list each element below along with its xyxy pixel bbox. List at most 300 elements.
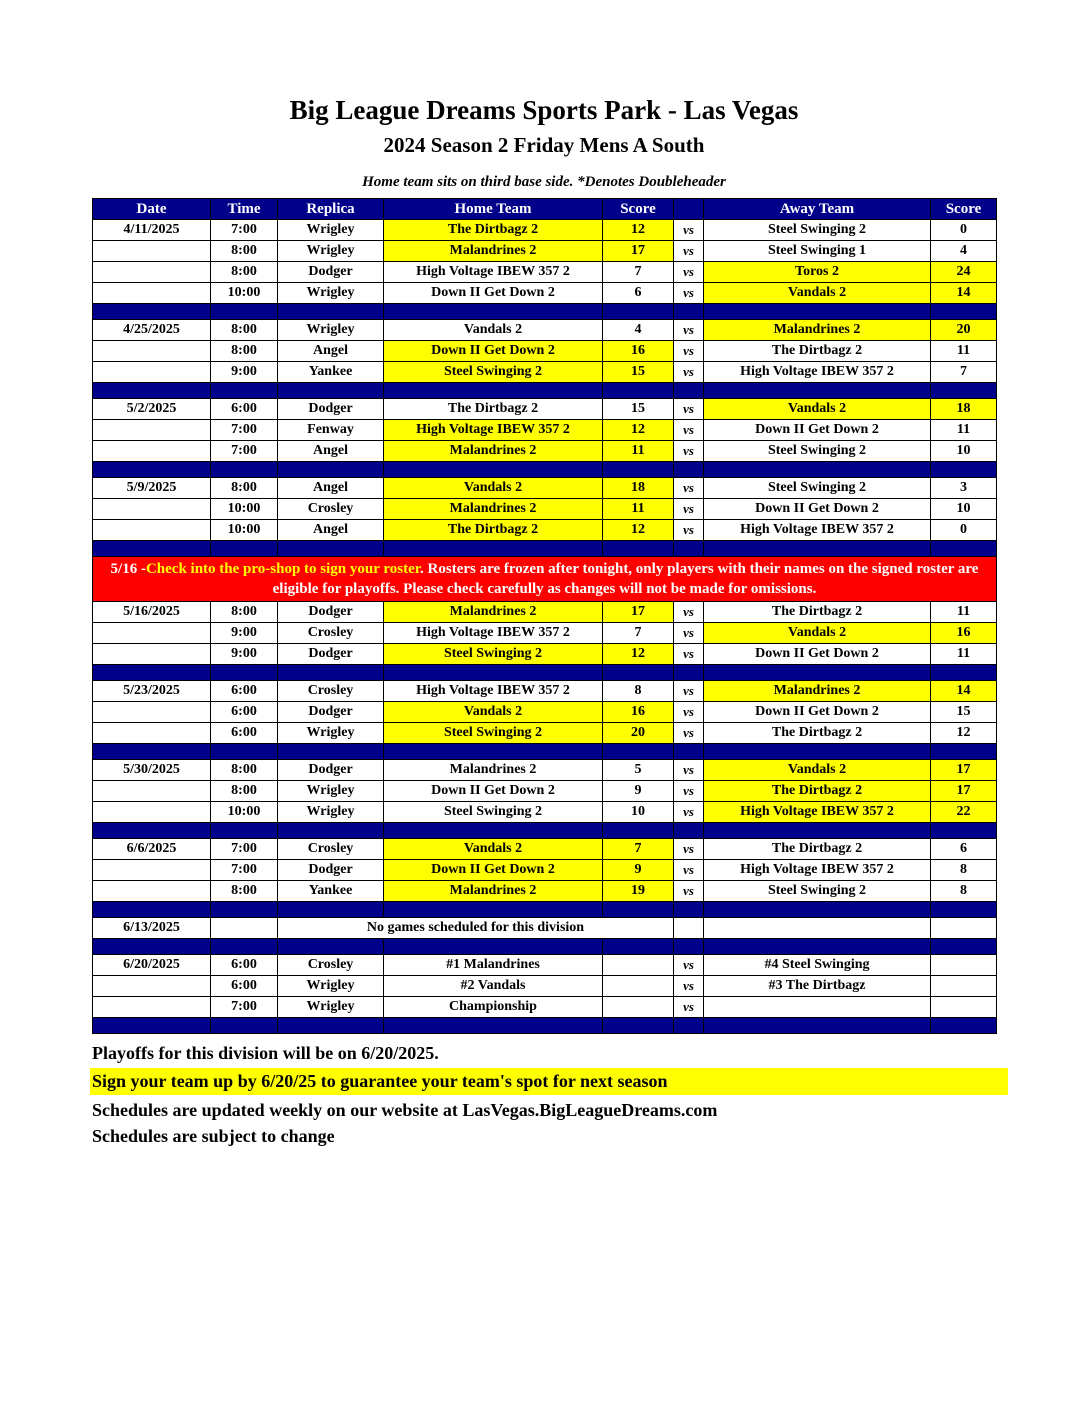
time-cell: 9:00: [211, 644, 278, 665]
home-score-cell: [603, 997, 674, 1018]
separator-cell: [278, 383, 384, 399]
time-cell: 7:00: [211, 220, 278, 241]
column-header-row: [93, 199, 997, 220]
date-cell: [93, 781, 211, 802]
column-header-date: Date: [93, 199, 211, 220]
game-row: [93, 976, 997, 997]
separator-cell: [931, 744, 997, 760]
home-team-cell: Steel Swinging 2: [384, 644, 603, 665]
away-team-cell: Down II Get Down 2: [704, 644, 931, 665]
separator-row: [93, 304, 997, 320]
vs-cell: vs: [674, 478, 704, 499]
no-games-cell: No games scheduled for this division: [278, 918, 674, 939]
separator-cell: [278, 744, 384, 760]
home-score-cell: 7: [603, 623, 674, 644]
separator-cell: [704, 462, 931, 478]
home-team-cell: Malandrines 2: [384, 602, 603, 623]
home-score-cell: 10: [603, 802, 674, 823]
separator-row: [93, 665, 997, 681]
home-score-cell: 18: [603, 478, 674, 499]
date-cell: 6/13/2025: [93, 918, 211, 939]
home-team-cell: Vandals 2: [384, 702, 603, 723]
separator-cell: [211, 665, 278, 681]
separator-cell: [93, 744, 211, 760]
separator-cell: [211, 902, 278, 918]
away-score-cell: 14: [931, 681, 997, 702]
away-team-cell: The Dirtbagz 2: [704, 602, 931, 623]
home-team-cell: Down II Get Down 2: [384, 781, 603, 802]
home-score-cell: 17: [603, 241, 674, 262]
time-cell: 9:00: [211, 362, 278, 383]
away-team-cell: The Dirtbagz 2: [704, 781, 931, 802]
vs-cell: vs: [674, 976, 704, 997]
no-games-row: [93, 918, 997, 939]
separator-cell: [211, 939, 278, 955]
separator-cell: [93, 939, 211, 955]
home-score-cell: [603, 976, 674, 997]
separator-cell: [704, 902, 931, 918]
game-row: [93, 681, 997, 702]
home-score-cell: 7: [603, 262, 674, 283]
replica-cell: Dodger: [278, 602, 384, 623]
home-score-cell: 15: [603, 399, 674, 420]
away-score-cell: 17: [931, 781, 997, 802]
separator-cell: [931, 1018, 997, 1034]
date-cell: [93, 520, 211, 541]
away-team-cell: High Voltage IBEW 357 2: [704, 860, 931, 881]
separator-cell: [278, 823, 384, 839]
separator-cell: [674, 823, 704, 839]
home-score-cell: 12: [603, 420, 674, 441]
away-score-cell: 0: [931, 220, 997, 241]
time-cell: 9:00: [211, 623, 278, 644]
column-header-vs: [674, 199, 704, 220]
away-team-cell: Malandrines 2: [704, 320, 931, 341]
vs-cell: vs: [674, 602, 704, 623]
home-team-cell: Malandrines 2: [384, 441, 603, 462]
separator-cell: [384, 541, 603, 557]
away-team-cell: Malandrines 2: [704, 681, 931, 702]
date-cell: [93, 881, 211, 902]
separator-cell: [93, 665, 211, 681]
away-team-cell: High Voltage IBEW 357 2: [704, 520, 931, 541]
separator-cell: [603, 541, 674, 557]
game-row: [93, 241, 997, 262]
time-cell: 7:00: [211, 441, 278, 462]
date-cell: [93, 802, 211, 823]
separator-cell: [931, 383, 997, 399]
separator-cell: [211, 744, 278, 760]
separator-cell: [93, 383, 211, 399]
separator-row: [93, 902, 997, 918]
vs-cell: vs: [674, 399, 704, 420]
away-team-cell: [704, 997, 931, 1018]
away-score-cell: 10: [931, 499, 997, 520]
separator-cell: [704, 304, 931, 320]
away-team-cell: Toros 2: [704, 262, 931, 283]
home-team-cell: #2 Vandals: [384, 976, 603, 997]
game-row: [93, 602, 997, 623]
away-score-cell: 11: [931, 602, 997, 623]
home-score-cell: 12: [603, 520, 674, 541]
vs-cell: [674, 918, 704, 939]
column-header-away-score: Score: [931, 199, 997, 220]
separator-row: [93, 1018, 997, 1034]
game-row: [93, 283, 997, 304]
separator-cell: [674, 462, 704, 478]
vs-cell: vs: [674, 702, 704, 723]
away-team-cell: Steel Swinging 2: [704, 881, 931, 902]
away-score-cell: [931, 976, 997, 997]
away-score-cell: 11: [931, 420, 997, 441]
away-team-cell: #4 Steel Swinging: [704, 955, 931, 976]
vs-cell: vs: [674, 499, 704, 520]
time-cell: 8:00: [211, 602, 278, 623]
away-score-cell: 10: [931, 441, 997, 462]
separator-cell: [603, 462, 674, 478]
away-team-cell: Down II Get Down 2: [704, 702, 931, 723]
home-team-cell: Vandals 2: [384, 839, 603, 860]
replica-cell: Wrigley: [278, 241, 384, 262]
date-cell: [93, 499, 211, 520]
replica-cell: Wrigley: [278, 976, 384, 997]
date-cell: [93, 644, 211, 665]
away-team-cell: The Dirtbagz 2: [704, 341, 931, 362]
vs-cell: vs: [674, 520, 704, 541]
time-cell: 6:00: [211, 681, 278, 702]
date-cell: [93, 997, 211, 1018]
home-team-cell: Steel Swinging 2: [384, 723, 603, 744]
home-team-cell: High Voltage IBEW 357 2: [384, 623, 603, 644]
page-note: Home team sits on third base side. *Denotes Doubleheader: [362, 174, 726, 190]
separator-cell: [384, 1018, 603, 1034]
vs-cell: vs: [674, 420, 704, 441]
home-team-cell: The Dirtbagz 2: [384, 220, 603, 241]
replica-cell: Dodger: [278, 644, 384, 665]
away-team-cell: Steel Swinging 1: [704, 241, 931, 262]
home-team-cell: Steel Swinging 2: [384, 802, 603, 823]
home-score-cell: 7: [603, 839, 674, 860]
away-score-cell: 12: [931, 723, 997, 744]
separator-cell: [93, 823, 211, 839]
home-team-cell: Steel Swinging 2: [384, 362, 603, 383]
home-team-cell: Vandals 2: [384, 320, 603, 341]
separator-cell: [278, 939, 384, 955]
time-cell: 10:00: [211, 283, 278, 304]
separator-row: [93, 541, 997, 557]
home-team-cell: Down II Get Down 2: [384, 860, 603, 881]
replica-cell: Dodger: [278, 860, 384, 881]
date-cell: 5/9/2025: [93, 478, 211, 499]
date-cell: 6/6/2025: [93, 839, 211, 860]
separator-cell: [278, 541, 384, 557]
date-cell: [93, 241, 211, 262]
separator-cell: [211, 1018, 278, 1034]
separator-cell: [211, 462, 278, 478]
game-row: [93, 644, 997, 665]
game-row: [93, 399, 997, 420]
replica-cell: Angel: [278, 520, 384, 541]
separator-cell: [603, 383, 674, 399]
separator-cell: [278, 902, 384, 918]
separator-cell: [704, 665, 931, 681]
separator-cell: [384, 902, 603, 918]
away-score-cell: 22: [931, 802, 997, 823]
date-cell: [93, 420, 211, 441]
date-cell: 5/2/2025: [93, 399, 211, 420]
website-line: Schedules are updated weekly on our website at LasVegas.BigLeagueDreams.com: [92, 1100, 718, 1120]
game-row: [93, 478, 997, 499]
replica-cell: Dodger: [278, 399, 384, 420]
vs-cell: vs: [674, 781, 704, 802]
separator-cell: [603, 1018, 674, 1034]
date-cell: [93, 441, 211, 462]
game-row: [93, 702, 997, 723]
subject-to-change-line: Schedules are subject to change: [92, 1126, 335, 1146]
date-cell: 6/20/2025: [93, 955, 211, 976]
time-cell: 8:00: [211, 881, 278, 902]
vs-cell: vs: [674, 881, 704, 902]
date-cell: 5/30/2025: [93, 760, 211, 781]
column-header-home-team: Home Team: [384, 199, 603, 220]
home-team-cell: High Voltage IBEW 357 2: [384, 262, 603, 283]
home-score-cell: 11: [603, 441, 674, 462]
column-header-away-team: Away Team: [704, 199, 931, 220]
date-cell: [93, 702, 211, 723]
page-subtitle: 2024 Season 2 Friday Mens A South: [383, 133, 705, 157]
home-team-cell: Down II Get Down 2: [384, 283, 603, 304]
vs-cell: vs: [674, 441, 704, 462]
away-score-cell: 8: [931, 881, 997, 902]
playoffs-line: Playoffs for this division will be on 6/20/2025.: [92, 1043, 439, 1063]
replica-cell: Angel: [278, 441, 384, 462]
away-score-cell: [931, 997, 997, 1018]
away-score-cell: 14: [931, 283, 997, 304]
replica-cell: Wrigley: [278, 723, 384, 744]
separator-cell: [211, 541, 278, 557]
replica-cell: Crosley: [278, 499, 384, 520]
replica-cell: Crosley: [278, 955, 384, 976]
vs-cell: vs: [674, 681, 704, 702]
away-score-cell: 24: [931, 262, 997, 283]
time-cell: 6:00: [211, 723, 278, 744]
vs-cell: vs: [674, 997, 704, 1018]
vs-cell: vs: [674, 644, 704, 665]
schedule-body: [93, 220, 997, 1034]
date-cell: [93, 341, 211, 362]
time-cell: 8:00: [211, 320, 278, 341]
home-team-cell: High Voltage IBEW 357 2: [384, 681, 603, 702]
time-cell: 6:00: [211, 702, 278, 723]
game-row: [93, 760, 997, 781]
time-cell: 8:00: [211, 760, 278, 781]
replica-cell: Crosley: [278, 681, 384, 702]
replica-cell: Crosley: [278, 623, 384, 644]
away-score-cell: 7: [931, 362, 997, 383]
away-team-cell: #3 The Dirtbagz: [704, 976, 931, 997]
away-team-cell: Vandals 2: [704, 283, 931, 304]
home-team-cell: The Dirtbagz 2: [384, 520, 603, 541]
away-score-cell: 18: [931, 399, 997, 420]
game-row: [93, 362, 997, 383]
replica-cell: Wrigley: [278, 220, 384, 241]
separator-cell: [931, 541, 997, 557]
away-score-cell: 20: [931, 320, 997, 341]
vs-cell: vs: [674, 283, 704, 304]
separator-cell: [278, 665, 384, 681]
separator-cell: [674, 665, 704, 681]
separator-row: [93, 823, 997, 839]
separator-cell: [278, 304, 384, 320]
game-row: [93, 723, 997, 744]
game-row: [93, 781, 997, 802]
separator-cell: [603, 823, 674, 839]
game-row: [93, 839, 997, 860]
home-score-cell: 12: [603, 644, 674, 665]
away-team-cell: The Dirtbagz 2: [704, 723, 931, 744]
replica-cell: Angel: [278, 478, 384, 499]
home-team-cell: #1 Malandrines: [384, 955, 603, 976]
away-score-cell: [931, 955, 997, 976]
time-cell: 6:00: [211, 399, 278, 420]
away-score-cell: [931, 918, 997, 939]
replica-cell: Dodger: [278, 262, 384, 283]
time-cell: 7:00: [211, 997, 278, 1018]
time-cell: 10:00: [211, 802, 278, 823]
separator-cell: [384, 383, 603, 399]
date-cell: [93, 283, 211, 304]
replica-cell: Dodger: [278, 702, 384, 723]
separator-cell: [603, 939, 674, 955]
away-score-cell: 6: [931, 839, 997, 860]
date-cell: [93, 262, 211, 283]
separator-row: [93, 383, 997, 399]
replica-cell: Yankee: [278, 881, 384, 902]
away-score-cell: 16: [931, 623, 997, 644]
separator-cell: [603, 304, 674, 320]
home-team-cell: Malandrines 2: [384, 499, 603, 520]
column-header-home-score: Score: [603, 199, 674, 220]
game-row: [93, 262, 997, 283]
separator-cell: [93, 902, 211, 918]
home-score-cell: 12: [603, 220, 674, 241]
game-row: [93, 341, 997, 362]
separator-cell: [704, 383, 931, 399]
separator-cell: [384, 304, 603, 320]
separator-cell: [384, 823, 603, 839]
vs-cell: vs: [674, 320, 704, 341]
vs-cell: vs: [674, 341, 704, 362]
separator-cell: [931, 462, 997, 478]
separator-cell: [674, 541, 704, 557]
home-score-cell: 17: [603, 602, 674, 623]
vs-cell: vs: [674, 623, 704, 644]
separator-cell: [384, 462, 603, 478]
home-team-cell: Championship: [384, 997, 603, 1018]
game-row: [93, 623, 997, 644]
roster-banner-cell: [93, 557, 997, 602]
home-score-cell: 20: [603, 723, 674, 744]
separator-cell: [93, 541, 211, 557]
separator-cell: [384, 939, 603, 955]
away-score-cell: 3: [931, 478, 997, 499]
game-row: [93, 441, 997, 462]
away-team-cell: Steel Swinging 2: [704, 478, 931, 499]
time-cell: 10:00: [211, 499, 278, 520]
home-score-cell: 5: [603, 760, 674, 781]
banner-text: 5/16 -: [110, 561, 146, 577]
home-team-cell: Vandals 2: [384, 478, 603, 499]
away-team-cell: Vandals 2: [704, 760, 931, 781]
separator-cell: [674, 1018, 704, 1034]
away-score-cell: 8: [931, 860, 997, 881]
separator-cell: [603, 744, 674, 760]
date-cell: 5/23/2025: [93, 681, 211, 702]
home-score-cell: 9: [603, 781, 674, 802]
away-score-cell: 17: [931, 760, 997, 781]
home-team-cell: High Voltage IBEW 357 2: [384, 420, 603, 441]
separator-cell: [211, 383, 278, 399]
roster-banner-row: [93, 557, 997, 602]
home-score-cell: 9: [603, 860, 674, 881]
home-team-cell: Malandrines 2: [384, 881, 603, 902]
separator-cell: [674, 744, 704, 760]
footer: [92, 1042, 996, 1147]
replica-cell: Crosley: [278, 839, 384, 860]
separator-cell: [704, 541, 931, 557]
separator-cell: [603, 902, 674, 918]
separator-cell: [603, 665, 674, 681]
home-team-cell: The Dirtbagz 2: [384, 399, 603, 420]
time-cell: 7:00: [211, 420, 278, 441]
away-team-cell: Steel Swinging 2: [704, 441, 931, 462]
replica-cell: Wrigley: [278, 320, 384, 341]
vs-cell: vs: [674, 860, 704, 881]
replica-cell: Dodger: [278, 760, 384, 781]
separator-row: [93, 939, 997, 955]
replica-cell: Wrigley: [278, 283, 384, 304]
time-cell: 8:00: [211, 341, 278, 362]
time-cell: [211, 918, 278, 939]
vs-cell: vs: [674, 839, 704, 860]
away-team-cell: Down II Get Down 2: [704, 499, 931, 520]
vs-cell: vs: [674, 760, 704, 781]
time-cell: 8:00: [211, 478, 278, 499]
banner-highlight-text: Check into the pro-shop to sign your roster: [145, 561, 421, 577]
date-cell: 5/16/2025: [93, 602, 211, 623]
date-cell: 4/25/2025: [93, 320, 211, 341]
separator-row: [93, 462, 997, 478]
game-row: [93, 955, 997, 976]
separator-cell: [674, 383, 704, 399]
home-score-cell: 11: [603, 499, 674, 520]
separator-cell: [931, 304, 997, 320]
home-score-cell: 16: [603, 702, 674, 723]
home-team-cell: Malandrines 2: [384, 760, 603, 781]
column-header-time: Time: [211, 199, 278, 220]
game-row: [93, 499, 997, 520]
away-team-cell: [704, 918, 931, 939]
game-row: [93, 860, 997, 881]
home-score-cell: 16: [603, 341, 674, 362]
separator-cell: [93, 462, 211, 478]
separator-cell: [674, 304, 704, 320]
separator-cell: [384, 665, 603, 681]
away-score-cell: 0: [931, 520, 997, 541]
game-row: [93, 420, 997, 441]
separator-cell: [931, 902, 997, 918]
column-header-replica: Replica: [278, 199, 384, 220]
